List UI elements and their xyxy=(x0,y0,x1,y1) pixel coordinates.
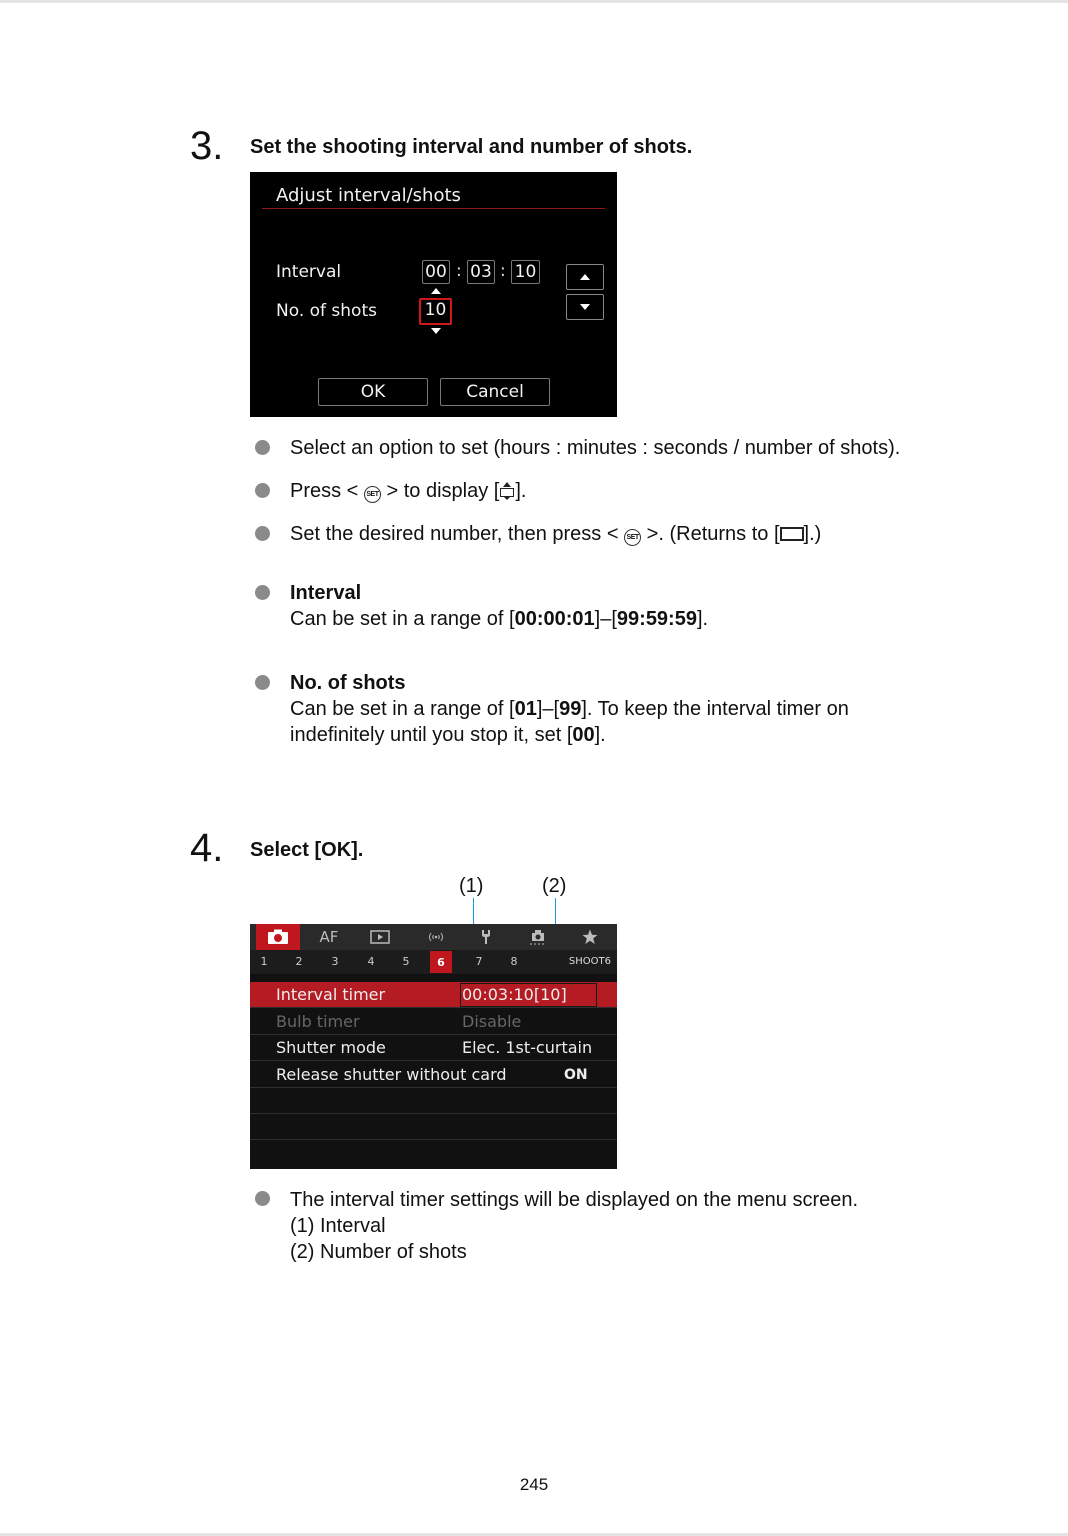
page-4[interactable]: 4 xyxy=(367,955,375,968)
callout-2: (2) xyxy=(542,875,567,897)
ok-button[interactable]: OK xyxy=(318,378,428,406)
cancel-button[interactable]: Cancel xyxy=(440,378,550,406)
step-4-title: Select [OK]. xyxy=(250,839,364,861)
step-3-number: 3. xyxy=(190,124,224,168)
bullet-dot xyxy=(255,440,270,455)
screen-title: Adjust interval/shots xyxy=(276,185,461,206)
play-icon xyxy=(370,930,390,944)
step-4-number: 4. xyxy=(190,826,224,870)
menu-row-empty xyxy=(250,1140,617,1166)
page-5[interactable]: 5 xyxy=(402,955,410,968)
tab-setup[interactable] xyxy=(464,924,508,950)
adjust-interval-screen xyxy=(250,172,617,417)
menu-row-release-shutter[interactable] xyxy=(250,1062,617,1088)
menu-row-label: Bulb timer xyxy=(276,1012,360,1031)
decrement-arrow-icon xyxy=(431,328,441,334)
menu-row-empty xyxy=(250,1114,617,1140)
tab-wireless[interactable] xyxy=(414,924,458,950)
menu-row-empty xyxy=(250,1088,617,1114)
minutes-field[interactable]: 03 xyxy=(467,260,495,284)
colon: : xyxy=(500,261,506,281)
page-2[interactable]: 2 xyxy=(295,955,303,968)
up-button[interactable] xyxy=(566,264,604,290)
set-button-icon: SET xyxy=(624,529,641,546)
increment-arrow-icon xyxy=(431,288,441,294)
seconds-field[interactable]: 10 xyxy=(511,260,540,284)
top-border xyxy=(0,0,1068,3)
up-arrow-icon xyxy=(580,274,590,280)
bullet-dot xyxy=(255,526,270,541)
camera-icon xyxy=(267,929,289,945)
custom-icon xyxy=(528,929,548,945)
shots-field[interactable]: 10 xyxy=(419,298,452,325)
menu-row-bulb-timer[interactable] xyxy=(250,1009,617,1035)
page-7[interactable]: 7 xyxy=(475,955,483,968)
bullet-dot xyxy=(255,1191,270,1206)
menu-row-value: 00:03:10[10] xyxy=(462,985,567,1004)
adjust-icon xyxy=(499,482,515,500)
down-button[interactable] xyxy=(566,294,604,320)
down-arrow-icon xyxy=(580,304,590,310)
menu-tab-bar xyxy=(250,924,617,950)
wireless-icon xyxy=(427,930,445,944)
shots-label: No. of shots xyxy=(276,301,377,321)
tab-playback[interactable] xyxy=(358,924,402,950)
interval-label: Interval xyxy=(276,262,342,282)
interval-heading: Interval xyxy=(290,582,362,604)
page-number: 245 xyxy=(519,1475,549,1494)
menu-row-value: Elec. 1st-curtain xyxy=(462,1038,593,1057)
menu-page-numbers xyxy=(250,950,617,974)
menu-row-shutter-mode[interactable] xyxy=(250,1035,617,1061)
tab-custom[interactable] xyxy=(516,924,560,950)
bullet-dot xyxy=(255,675,270,690)
legend-shots: (2) Number of shots xyxy=(290,1241,467,1263)
frame-icon xyxy=(780,527,804,541)
menu-row-label: Release shutter without card xyxy=(276,1065,507,1084)
bullet-press-set: Press < SET > to display [ ]. xyxy=(290,480,527,502)
bullet-select-option: Select an option to set (hours : minutes : seconds / number of shots). xyxy=(290,437,901,459)
step-3-title: Set the shooting interval and number of shots. xyxy=(250,136,693,158)
tab-af[interactable]: AF xyxy=(319,928,339,946)
tab-shooting[interactable] xyxy=(256,924,300,950)
bullet-set-number: Set the desired number, then press < SET >. (Returns to [ ].) xyxy=(290,523,822,545)
menu-row-value: Disable xyxy=(462,1012,522,1031)
menu-row-interval-timer[interactable] xyxy=(250,982,617,1008)
page-tag: SHOOT6 xyxy=(568,956,611,967)
page-3[interactable]: 3 xyxy=(331,955,339,968)
page-6[interactable]: 6 xyxy=(430,951,452,973)
bullet-dot xyxy=(255,585,270,600)
bullet-dot xyxy=(255,483,270,498)
shooting-menu-screen xyxy=(250,924,617,1169)
menu-row-label: Shutter mode xyxy=(276,1038,386,1057)
star-icon xyxy=(582,929,598,945)
shots-heading: No. of shots xyxy=(290,672,406,694)
tab-my-menu[interactable] xyxy=(568,924,612,950)
page-1[interactable]: 1 xyxy=(260,955,268,968)
menu-row-value: ON xyxy=(564,1067,588,1083)
title-divider xyxy=(262,208,605,209)
interval-info: Interval Can be set in a range of [00:00:01]–[99:59:59]. xyxy=(290,582,709,630)
set-button-icon: SET xyxy=(364,486,381,503)
menu-row-label: Interval timer xyxy=(276,985,386,1004)
hours-field[interactable]: 00 xyxy=(422,260,450,284)
bullet-menu-display: The interval timer settings will be displayed on the menu screen. (1) Interval (2) Number of shots xyxy=(290,1189,859,1263)
callout-1: (1) xyxy=(459,875,484,897)
legend-interval: (1) Interval xyxy=(290,1215,386,1237)
wrench-icon xyxy=(478,929,494,945)
shots-info: No. of shots Can be set in a range of [01]–[99]. To keep the interval timer on indefinitely until you stop it, set [00]. xyxy=(290,672,849,746)
colon: : xyxy=(456,261,462,281)
page-8[interactable]: 8 xyxy=(510,955,518,968)
